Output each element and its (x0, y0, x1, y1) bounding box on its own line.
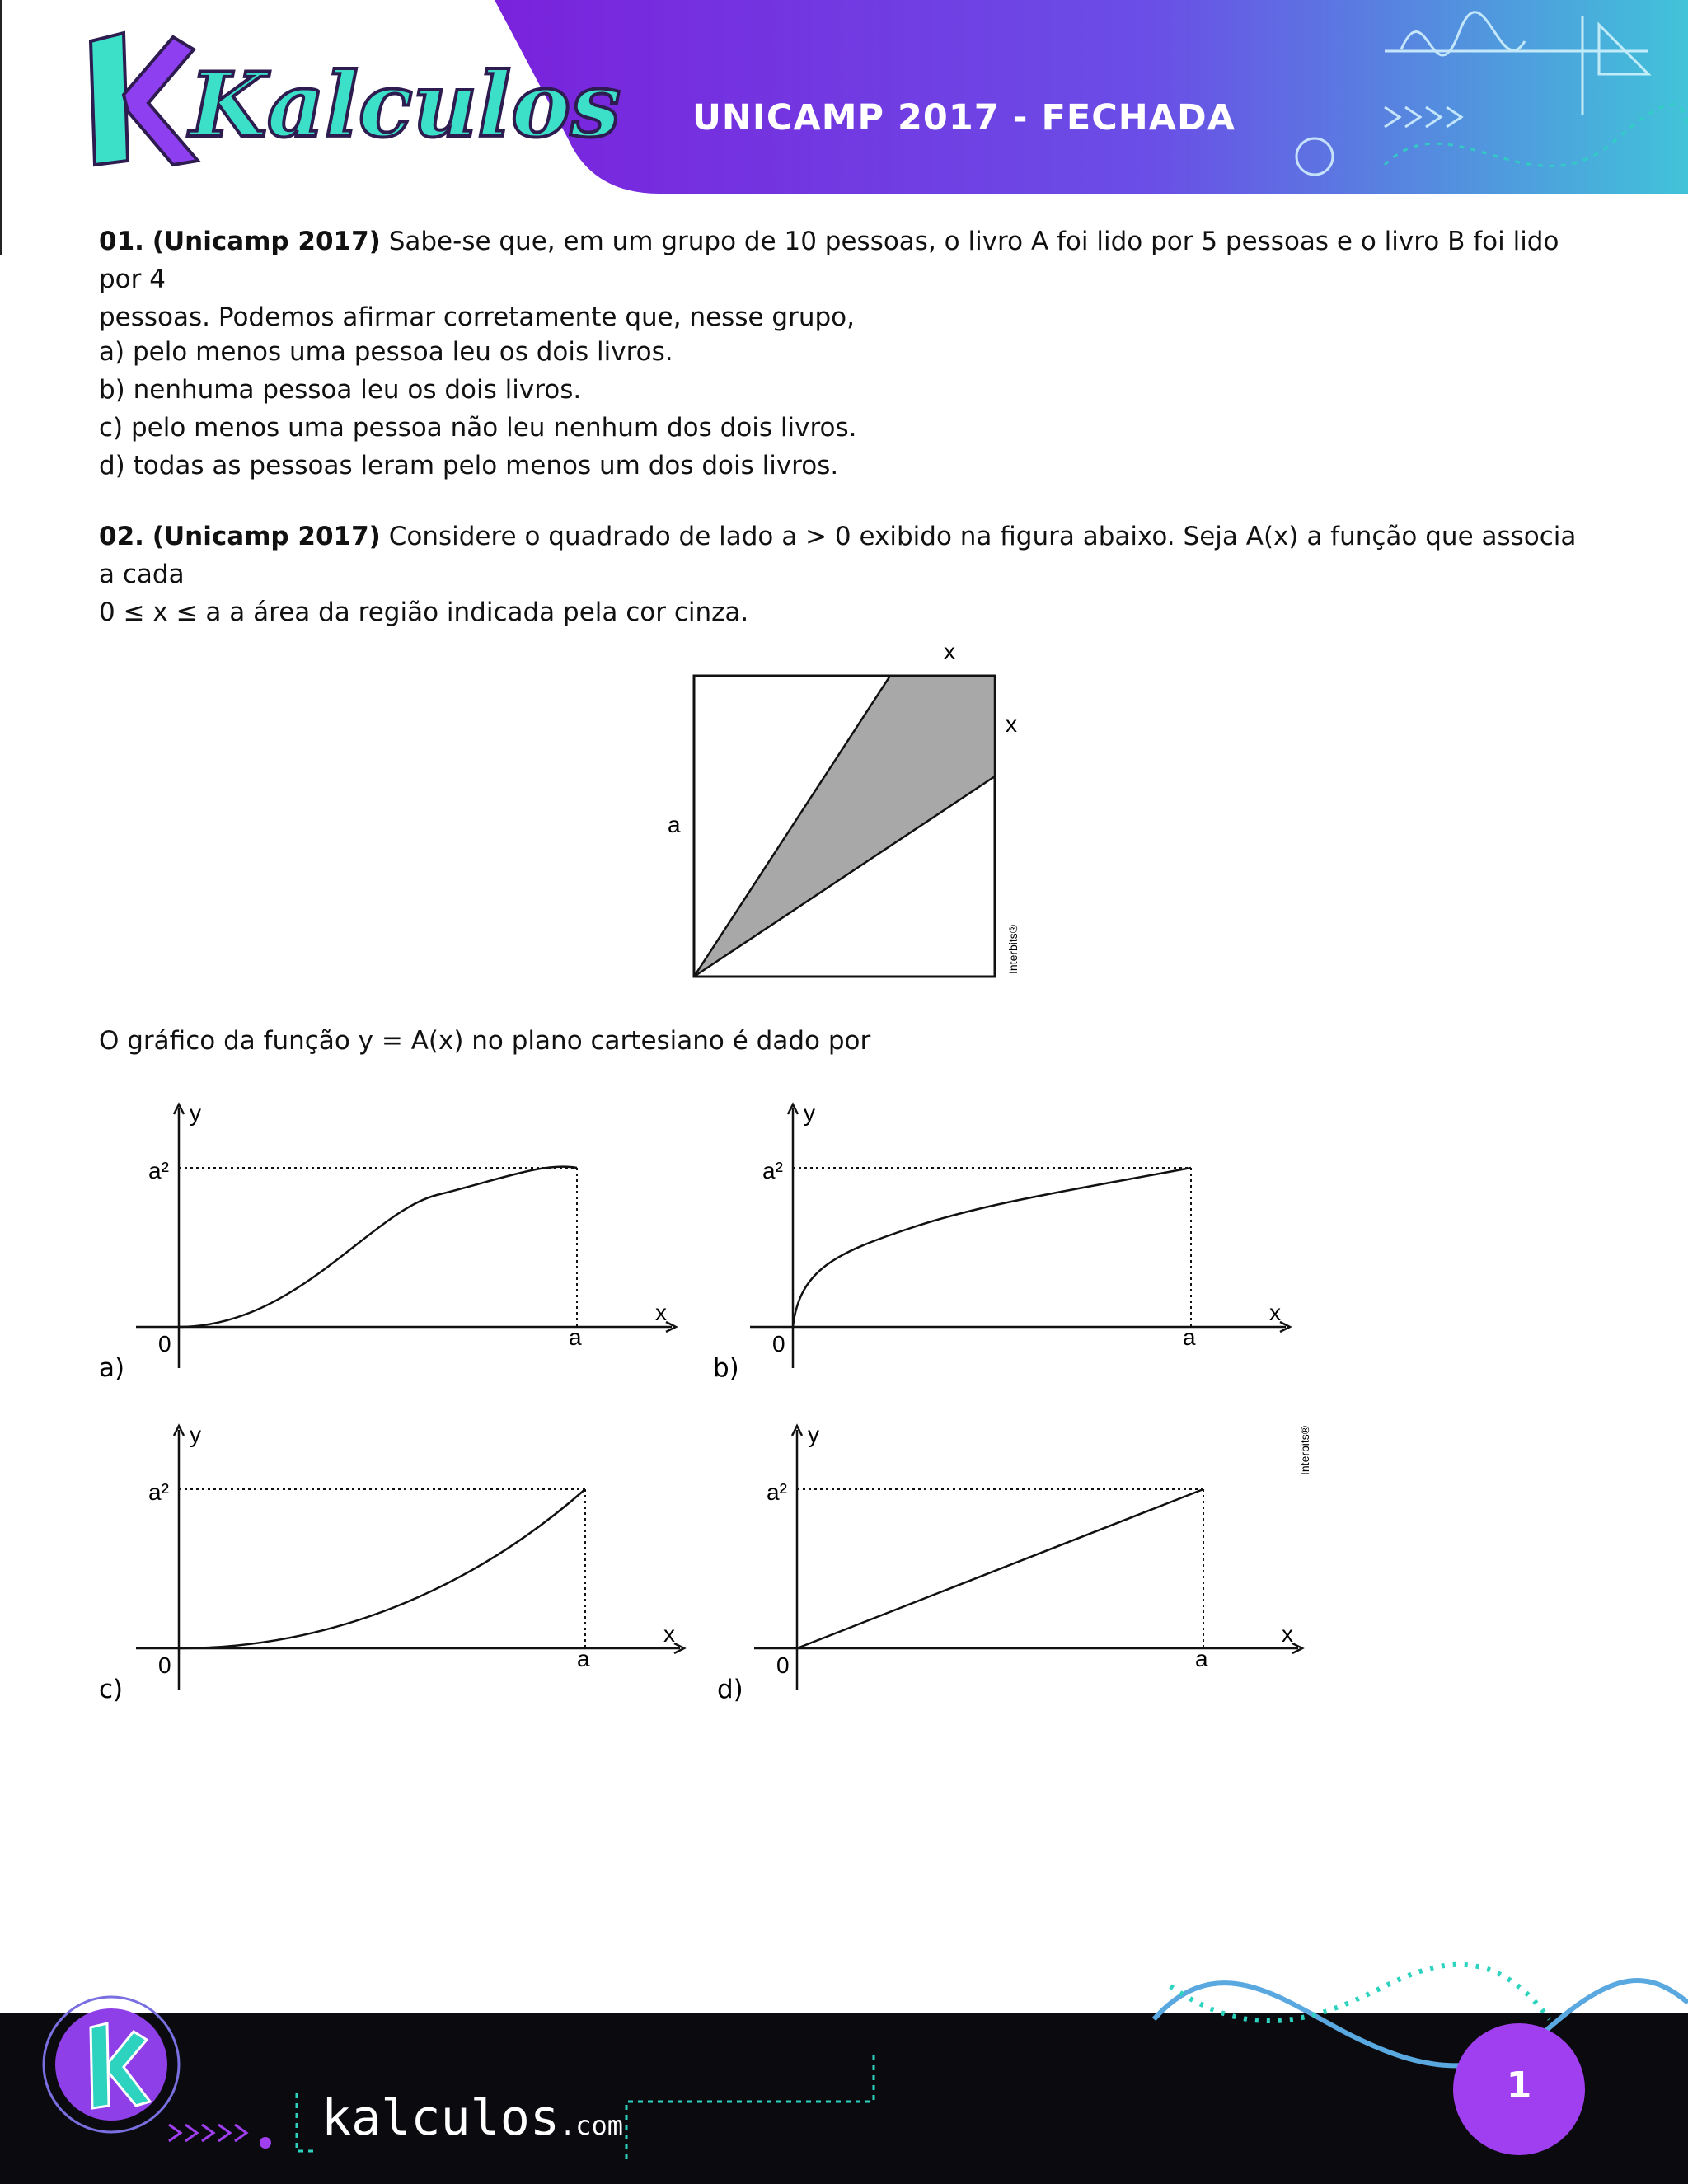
question-1-statement-line-2: pessoas. Podemos afirmar corretamente que, nesse grupo, (99, 302, 855, 332)
square-figure (659, 635, 1055, 981)
square-label-top-x: x (944, 639, 955, 664)
question-2-text-1: Considere o quadrado de lado a > 0 exibido na figura abaixo. Seja A(x) a função que associa a cada (99, 522, 1577, 589)
answer-graphs (82, 1088, 1335, 1731)
graph-b-option-label: b) (713, 1353, 739, 1383)
question-1-option-a[interactable]: a) pelo menos uma pessoa leu os dois livros. (99, 337, 673, 367)
question-2 (99, 518, 1599, 631)
graph-d-a2-label: a² (767, 1479, 787, 1505)
graph-c-a2-label: a² (148, 1479, 169, 1505)
question-1-option-d[interactable]: d) todas as pessoas leram pelo menos um dos dois livros. (99, 451, 839, 480)
graph-d-option-label: d) (717, 1675, 743, 1704)
graph-option-d (717, 1422, 1302, 1704)
graph-c-option-label: c) (99, 1675, 124, 1704)
question-2-prompt: O gráfico da função y = A(x) no plano cartesiano é dado por (99, 1026, 871, 1056)
footer-site-domain: .com (559, 2110, 624, 2141)
graph-c-a-label: a (577, 1646, 590, 1671)
page-title: UNICAMP 2017 - FECHADA (692, 97, 1236, 138)
graph-b-x-label: x (1269, 1300, 1281, 1325)
graph-c-origin: 0 (158, 1652, 171, 1678)
question-1-option-c[interactable]: c) pelo menos uma pessoa não leu nenhum dos dois livros. (99, 413, 857, 443)
line-d (797, 1489, 1203, 1648)
graph-c-x-label: x (663, 1621, 675, 1647)
question-2-source: (Unicamp 2017) (152, 522, 381, 551)
square-label-right-x: x (1006, 711, 1017, 737)
graph-a-a2-label: a² (148, 1158, 169, 1183)
graph-d-y-label: y (808, 1422, 819, 1447)
question-2-number: 02. (99, 522, 144, 551)
graph-a-y-label: y (190, 1100, 201, 1126)
question-1-options (99, 333, 857, 485)
question-2-statement-line-2: 0 ≤ x ≤ a a área da região indicada pela cor cinza. (99, 598, 749, 627)
graph-option-c (99, 1422, 684, 1704)
logo-wordmark: Kalculos (190, 54, 621, 157)
footer-site-name: kalculos (321, 2089, 560, 2147)
curve-c (179, 1489, 585, 1648)
question-1-source: (Unicamp 2017) (152, 227, 381, 256)
graphs-credit: Interbits® (1298, 1425, 1311, 1475)
question-1-statement-line-1 (99, 223, 1582, 298)
graph-b-a-label: a (1183, 1324, 1196, 1350)
question-1-option-b[interactable]: b) nenhuma pessoa leu os dois livros. (99, 375, 582, 405)
graph-b-origin: 0 (772, 1331, 785, 1357)
curve-a (179, 1167, 577, 1327)
graph-d-x-label: x (1282, 1621, 1293, 1647)
page-number: 1 (1506, 2064, 1532, 2107)
footer-website[interactable] (321, 2089, 623, 2147)
graph-d-a-label: a (1195, 1646, 1208, 1671)
footer-band (0, 1970, 1688, 2184)
question-2-statement-line-1 (99, 518, 1599, 593)
curve-b (793, 1168, 1191, 1327)
question-1 (99, 223, 1582, 336)
question-1-text-1: Sabe-se que, em um grupo de 10 pessoas, o livro A foi lido por 5 pessoas e o livro B foi lido por 4 (99, 227, 1559, 294)
graph-a-x-label: x (655, 1300, 667, 1325)
graph-b-a2-label: a² (762, 1158, 783, 1183)
square-credit: Interbits® (1006, 924, 1020, 974)
graph-b-y-label: y (804, 1100, 815, 1126)
left-margin-rule (0, 0, 2, 255)
graph-option-a (99, 1100, 676, 1383)
kalculos-logo (82, 25, 621, 173)
graph-c-y-label: y (190, 1422, 201, 1447)
graph-option-b (713, 1100, 1290, 1383)
square-label-side-a: a (668, 812, 681, 837)
graph-d-origin: 0 (776, 1652, 790, 1678)
graph-a-a-label: a (569, 1324, 582, 1350)
graph-a-origin: 0 (158, 1331, 171, 1357)
question-1-number: 01. (99, 227, 144, 256)
graph-a-option-label: a) (99, 1353, 125, 1383)
